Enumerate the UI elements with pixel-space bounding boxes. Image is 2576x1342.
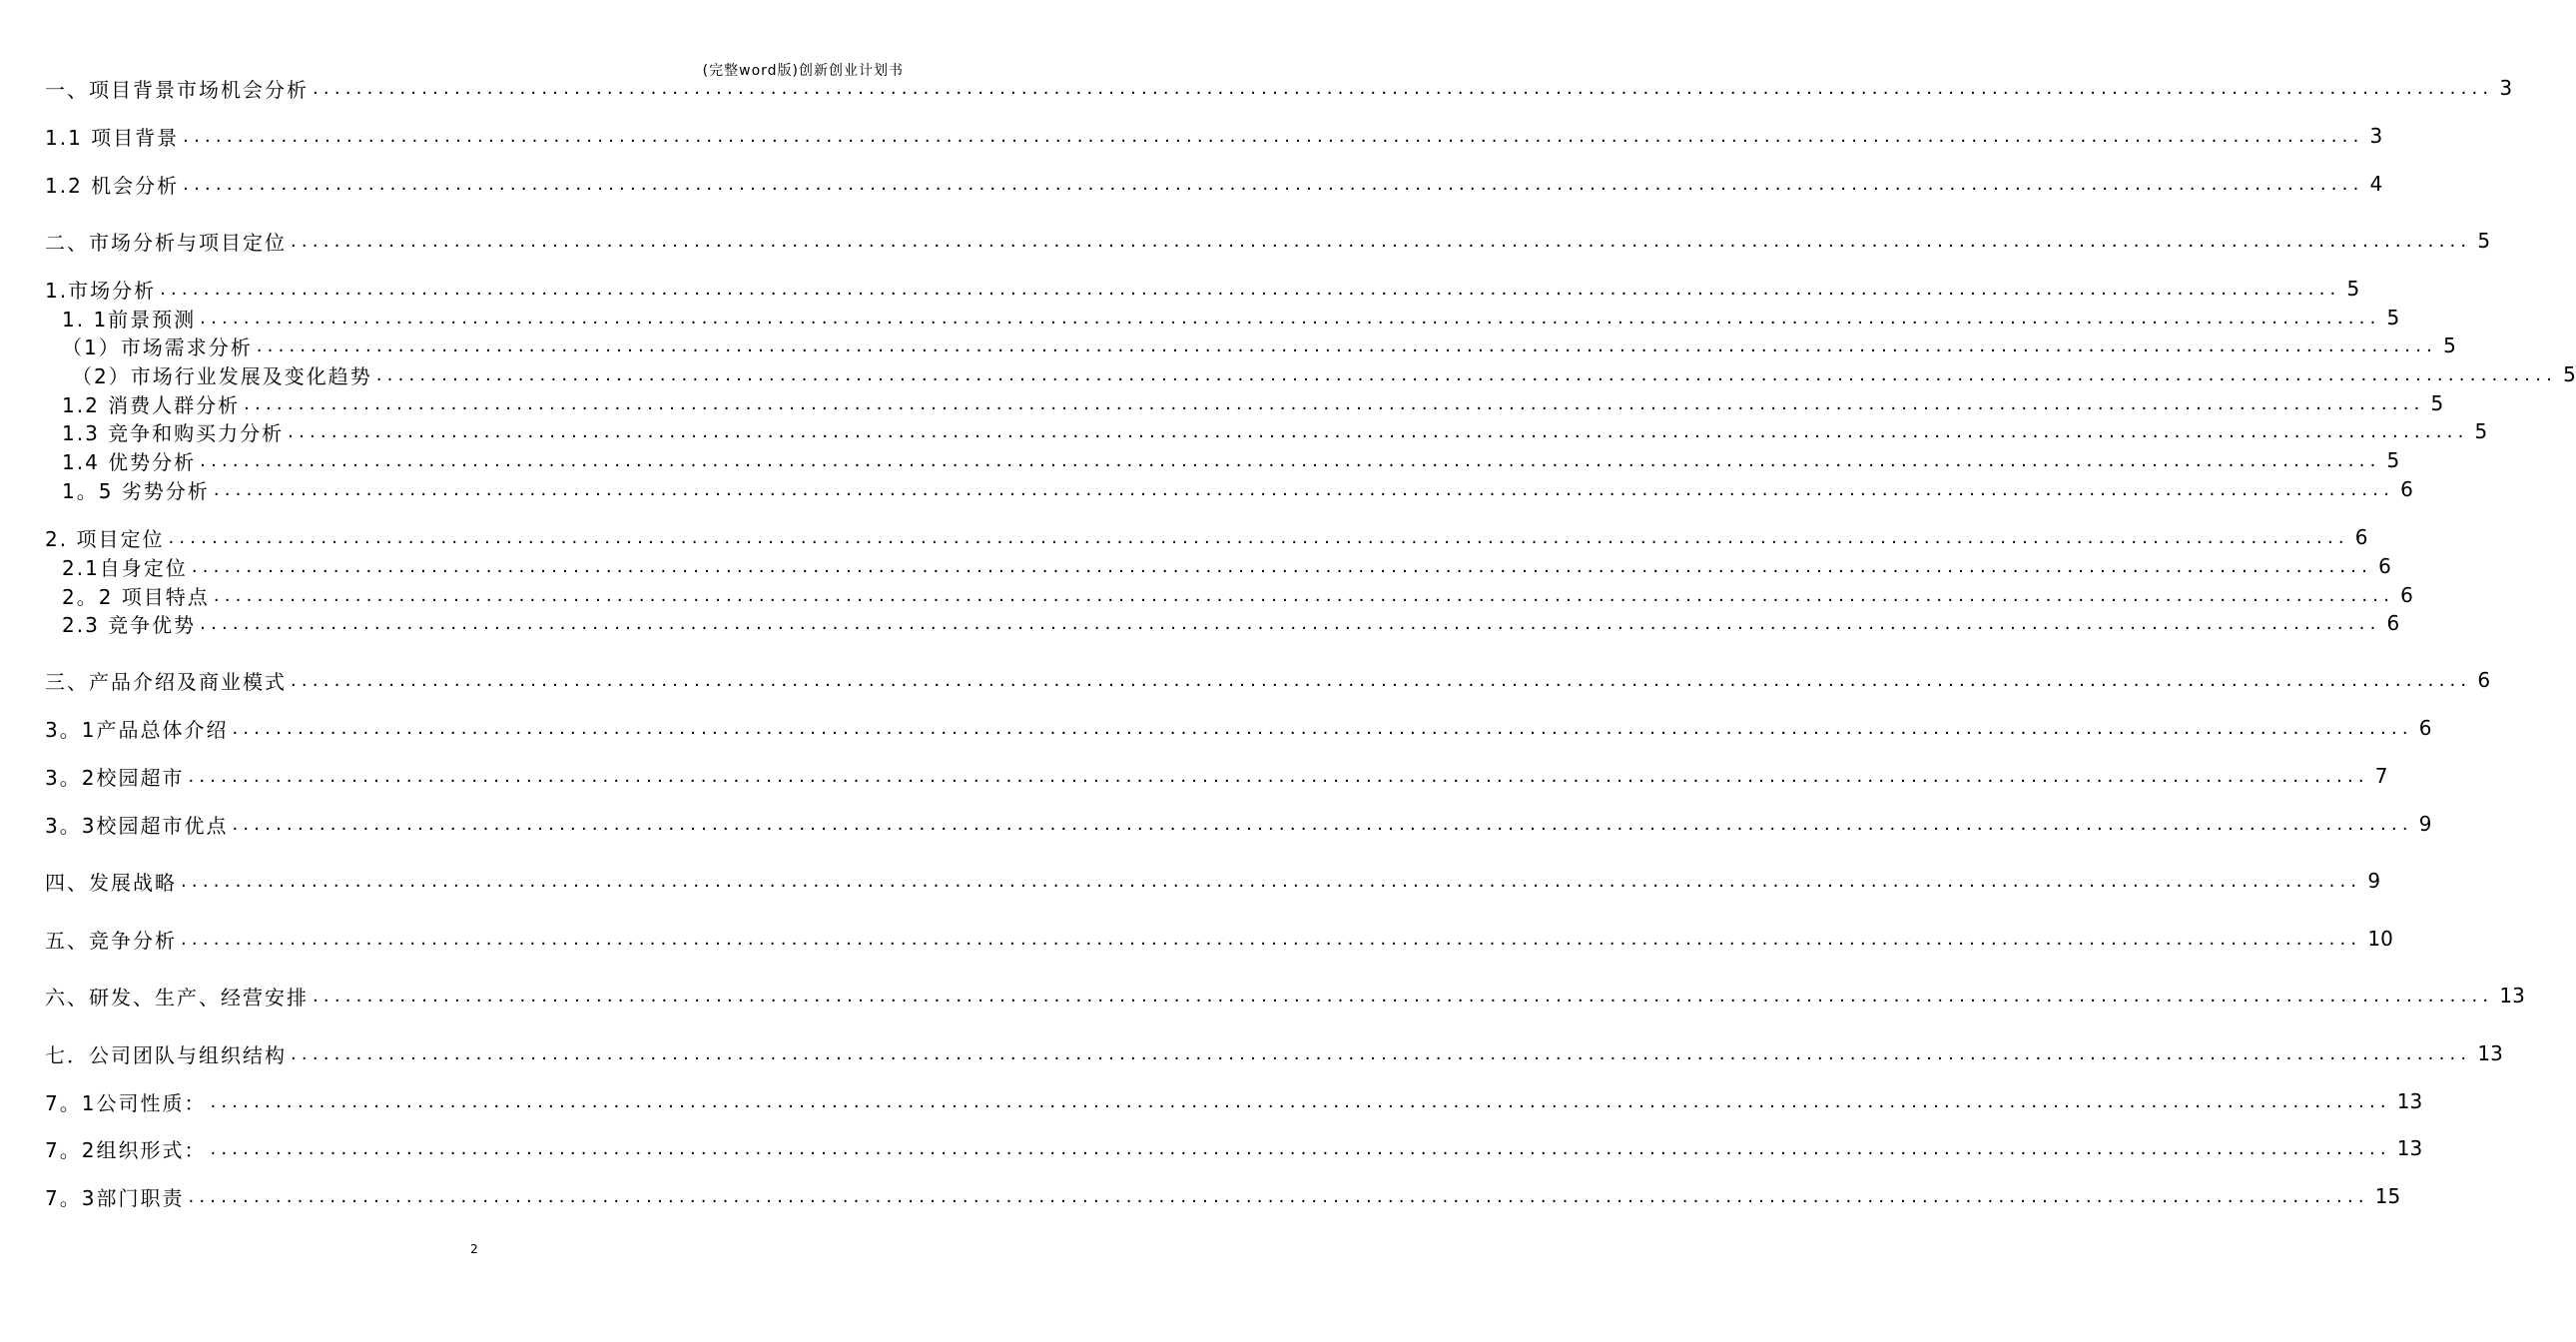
- toc-dot-leader: ........................................................................................................................................................................................................: [288, 420, 2469, 442]
- toc-entry[interactable]: [72, 360, 2576, 388]
- toc-dot-leader: ........................................................................................................................................................................................................: [188, 1185, 2369, 1207]
- toc-entry[interactable]: [45, 1134, 2423, 1162]
- toc-entry-page: 13: [2396, 1136, 2423, 1160]
- document-header: (完整word版)创新创业计划书: [702, 63, 904, 79]
- toc-dot-leader: ........................................................................................................................................................................................................: [375, 363, 2558, 385]
- toc-entry-page: 3: [2369, 124, 2383, 148]
- toc-entry-page: 5: [2386, 448, 2400, 472]
- toc-entry-page: 5: [2477, 229, 2491, 253]
- toc-dot-leader: ........................................................................................................................................................................................................: [210, 1137, 2391, 1159]
- toc-entry[interactable]: [45, 762, 2388, 790]
- toc-dot-leader: ........................................................................................................................................................................................................: [200, 307, 2381, 329]
- toc-entry-title: 1。5 劣势分析: [62, 478, 210, 503]
- toc-dot-leader: ........................................................................................................................................................................................................: [168, 526, 2349, 548]
- toc-entry-title: 7。1公司性质：: [45, 1090, 207, 1115]
- toc-dot-leader: ........................................................................................................................................................................................................: [256, 335, 2438, 356]
- toc-entry-page: 6: [2477, 668, 2491, 692]
- toc-entry-title: 1.4 优势分析: [62, 449, 197, 474]
- toc-dot-leader: ........................................................................................................................................................................................................: [181, 928, 2362, 950]
- toc-dot-leader: ........................................................................................................................................................................................................: [244, 392, 2425, 414]
- toc-entry-title: 2. 项目定位: [45, 526, 165, 551]
- toc-dot-leader: ........................................................................................................................................................................................................: [188, 765, 2369, 787]
- toc-entry[interactable]: [45, 982, 2525, 1009]
- toc-dot-leader: ........................................................................................................................................................................................................: [200, 612, 2381, 634]
- toc-entry-title: 三、产品介绍及商业模式: [45, 669, 287, 694]
- toc-dot-leader: ........................................................................................................................................................................................................: [313, 985, 2494, 1006]
- toc-entry[interactable]: [45, 867, 2381, 895]
- toc-entry-title: 2.1自身定位: [62, 555, 188, 580]
- toc-entry[interactable]: [45, 122, 2383, 150]
- toc-entry-page: 6: [2418, 716, 2432, 740]
- toc-entry-title: 3。3校园超市优点: [45, 813, 229, 838]
- toc-dot-leader: ........................................................................................................................................................................................................: [183, 173, 2364, 195]
- toc-entry-title: 3。2校园超市: [45, 765, 185, 790]
- toc-entry-title: （1）市场需求分析: [62, 335, 253, 359]
- toc-entry[interactable]: [62, 446, 2400, 474]
- toc-entry-title: 1.1 项目背景: [45, 125, 180, 150]
- toc-entry[interactable]: [45, 1182, 2401, 1210]
- toc-entry-page: 7: [2374, 764, 2388, 788]
- toc-entry[interactable]: [45, 1087, 2423, 1115]
- toc-entry-title: 1.市场分析: [45, 278, 157, 303]
- toc-entry-page: 6: [2378, 554, 2391, 578]
- toc-entry-page: 6: [2400, 477, 2413, 501]
- toc-entry[interactable]: [62, 389, 2444, 417]
- toc-entry-page: 3: [2499, 76, 2513, 100]
- page-number: 2: [470, 1242, 478, 1256]
- toc-entry-page: 5: [2386, 306, 2400, 330]
- toc-entry-title: 3。1产品总体介绍: [45, 717, 229, 742]
- toc-entry-page: 10: [2367, 927, 2393, 951]
- toc-entry-page: 5: [2563, 362, 2576, 386]
- toc-entry[interactable]: [45, 74, 2513, 102]
- toc-entry-title: 六、研发、生产、经营安排: [45, 985, 309, 1009]
- toc-entry[interactable]: [45, 1039, 2503, 1067]
- toc-dot-leader: ........................................................................................................................................................................................................: [313, 77, 2494, 99]
- toc-entry[interactable]: [45, 523, 2368, 551]
- toc-entry-title: 一、项目背景市场机会分析: [45, 77, 309, 102]
- toc-dot-leader: ........................................................................................................................................................................................................: [191, 555, 2373, 577]
- toc-entry-page: 13: [2396, 1089, 2423, 1113]
- toc-entry-title: 1. 1前景预测: [62, 307, 197, 332]
- toc-dot-leader: ........................................................................................................................................................................................................: [213, 584, 2395, 606]
- toc-dot-leader: ........................................................................................................................................................................................................: [200, 449, 2381, 471]
- toc-entry-title: 1.3 竞争和购买力分析: [62, 420, 285, 445]
- toc-entry-page: 13: [2499, 984, 2525, 1007]
- toc-entry-page: 5: [2430, 391, 2444, 415]
- toc-dot-leader: ........................................................................................................................................................................................................: [160, 278, 2341, 300]
- toc-entry-title: 2.3 竞争优势: [62, 612, 197, 637]
- toc-entry-page: 15: [2374, 1184, 2401, 1208]
- toc-entry-title: 七．公司团队与组织结构: [45, 1042, 287, 1067]
- toc-entry-title: 五、竞争分析: [45, 928, 177, 953]
- toc-entry[interactable]: [62, 552, 2391, 580]
- toc-entry-page: 4: [2369, 172, 2383, 196]
- toc-entry-title: 1.2 机会分析: [45, 173, 180, 198]
- toc-entry-title: 7。2组织形式：: [45, 1137, 207, 1162]
- toc-dot-leader: ........................................................................................................................................................................................................: [183, 125, 2364, 147]
- toc-entry-title: 四、发展战略: [45, 870, 177, 895]
- toc-entry[interactable]: [62, 417, 2488, 445]
- toc-entry-page: 5: [2346, 277, 2360, 301]
- toc-entry-title: 1.2 消费人群分析: [62, 392, 241, 417]
- toc-entry-title: 7。3部门职责: [45, 1185, 185, 1210]
- toc-entry[interactable]: [45, 275, 2360, 303]
- toc-entry-page: 6: [2354, 525, 2368, 549]
- toc-dot-leader: ........................................................................................................................................................................................................: [291, 1042, 2472, 1064]
- toc-entry-title: 二、市场分析与项目定位: [45, 230, 287, 255]
- toc-dot-leader: ........................................................................................................................................................................................................: [291, 669, 2472, 691]
- toc-entry-page: 9: [2418, 812, 2432, 836]
- toc-entry-page: 5: [2474, 419, 2488, 443]
- toc-entry-title: （2）市场行业发展及变化趋势: [72, 363, 372, 388]
- toc-entry[interactable]: [62, 609, 2400, 637]
- toc-entry[interactable]: [45, 666, 2491, 694]
- toc-entry[interactable]: [62, 581, 2413, 609]
- toc-entry-page: 6: [2386, 611, 2400, 635]
- toc-dot-leader: ........................................................................................................................................................................................................: [232, 717, 2413, 739]
- toc-entry[interactable]: [45, 227, 2491, 255]
- toc-entry[interactable]: [62, 475, 2413, 503]
- toc-dot-leader: ........................................................................................................................................................................................................: [210, 1090, 2391, 1112]
- toc-entry-page: 13: [2477, 1041, 2503, 1065]
- toc-entry-page: 5: [2443, 334, 2456, 357]
- toc-entry[interactable]: [45, 810, 2432, 838]
- toc-entry[interactable]: [45, 714, 2432, 742]
- toc-dot-leader: ........................................................................................................................................................................................................: [213, 478, 2395, 500]
- toc-entry[interactable]: [62, 332, 2456, 359]
- toc-entry[interactable]: [45, 170, 2383, 198]
- toc-dot-leader: ........................................................................................................................................................................................................: [232, 813, 2413, 835]
- toc-entry[interactable]: [62, 304, 2400, 332]
- toc-entry[interactable]: [45, 925, 2393, 953]
- toc-dot-leader: ........................................................................................................................................................................................................: [291, 230, 2472, 252]
- toc-entry-title: 2。2 项目特点: [62, 584, 210, 609]
- toc-entry-page: 9: [2367, 869, 2381, 893]
- toc-entry-page: 6: [2400, 583, 2413, 607]
- toc-dot-leader: ........................................................................................................................................................................................................: [181, 870, 2362, 892]
